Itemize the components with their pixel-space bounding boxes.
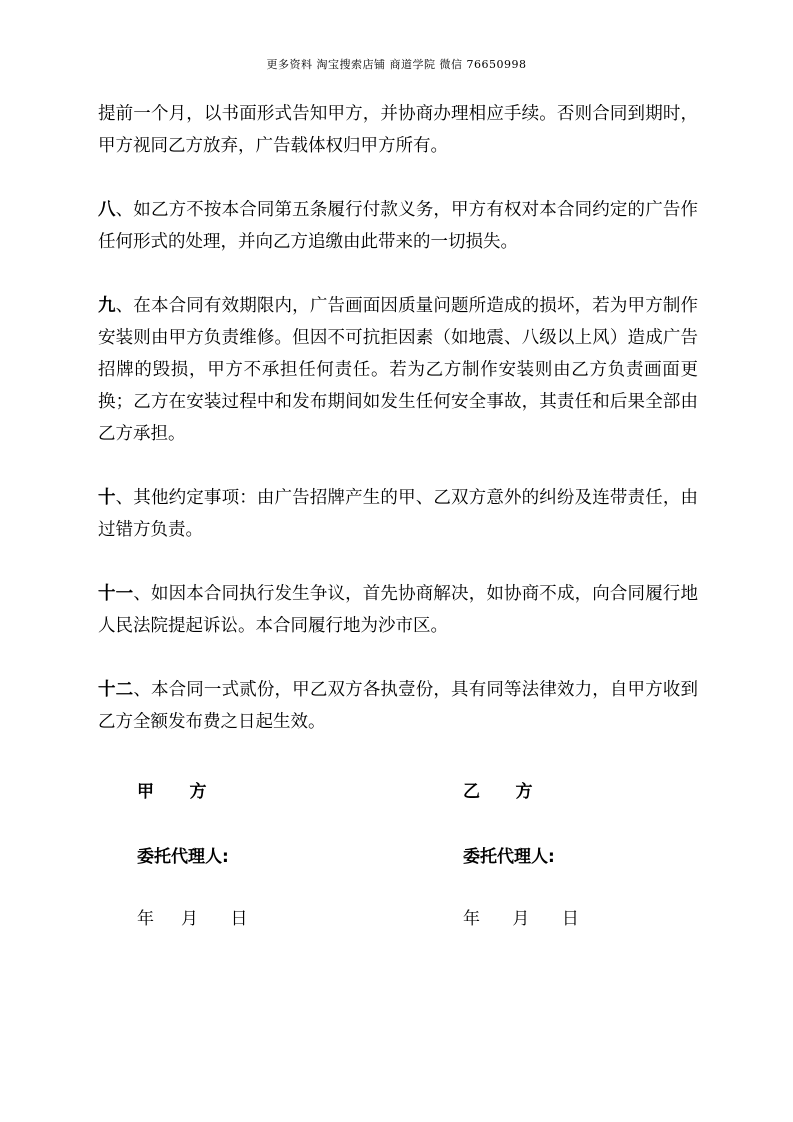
clause-10 — [98, 482, 698, 546]
clause-text: 、其他约定事项：由广告招牌产生的甲、乙双方意外的纠纷及连带责任，由过错方负责。 — [98, 488, 699, 540]
clause-continued — [98, 98, 698, 162]
clause-text: 、如乙方不按本合同第五条履行付款义务，甲方有权对本合同约定的广告作任何形式的处理，并向乙方追缴由此带来的一切损失。 — [98, 200, 699, 252]
clause-number: 九 — [98, 296, 116, 316]
agent-b-label: 委托代理人: — [463, 847, 555, 867]
contract-body — [98, 98, 698, 770]
agent-a-label: 委托代理人: — [137, 847, 229, 867]
clause-number: 十 — [98, 488, 116, 508]
clause-12 — [98, 674, 698, 738]
clause-number: 十二 — [98, 680, 134, 700]
date-a-label: 年 月 日 — [137, 909, 248, 929]
clause-11 — [98, 578, 698, 642]
clause-text: 、在本合同有效期限内，广告画面因质量问题所造成的损坏，若为甲方制作安装则由甲方负责维修。但因不可抗拒因素（如地震、八级以上风）造成广告招牌的毁损，甲方不承担任何责任。若为乙方制作安装则由乙方负责画面更换；乙方在安装过程中和发布期间如发生任何安全事故，其责任和后果全部由乙方承担。 — [98, 296, 699, 444]
clause-9 — [98, 290, 698, 450]
clause-text: 、如因本合同执行发生争议，首先协商解决，如协商不成，向合同履行地人民法院提起诉讼。本合同履行地为沙市区。 — [98, 584, 699, 636]
clause-number: 十一 — [98, 584, 134, 604]
date-b-label: 年 月 日 — [463, 909, 579, 929]
clause-number: 八 — [98, 200, 116, 220]
clause-text: 、本合同一式贰份，甲乙双方各执壹份，具有同等法律效力，自甲方收到乙方全额发布费之日起生效。 — [98, 680, 699, 732]
party-b-label: 乙 方 — [463, 782, 533, 802]
clause-8 — [98, 194, 698, 258]
clause-text: 提前一个月，以书面形式告知甲方，并协商办理相应手续。否则合同到期时，甲方视同乙方放弃，广告载体权归甲方所有。 — [98, 104, 698, 156]
party-a-label: 甲 方 — [137, 782, 207, 802]
page-header: 更多资料 淘宝搜索店铺 商道学院 微信 76650998 — [266, 58, 527, 71]
